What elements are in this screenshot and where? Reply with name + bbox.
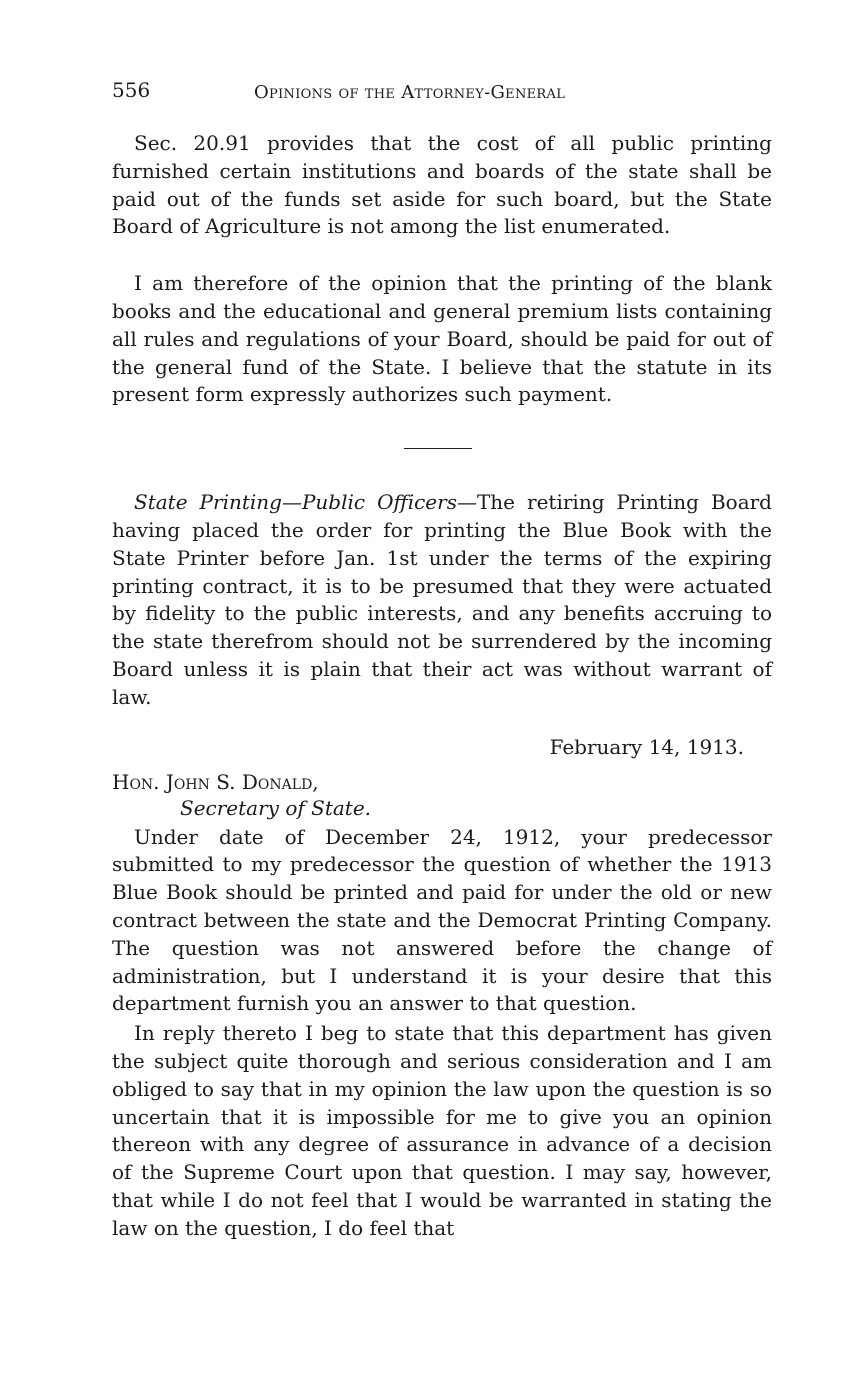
addressee-title: Secretary of State. <box>180 795 372 820</box>
letter-date: February 14, 1913. <box>549 734 744 759</box>
letter-paragraph-1: Under date of December 24, 1912, your predecessor submitted to my predecessor the question of whether the 1913 Blue Book should be printed and paid for under the old or new contract between the state and the Democrat Printing Company. The question was not answered before the change of administration, but I understand it is your desire that this department furnish you an answer to that question. <box>112 824 772 1016</box>
paragraph-sec-20-91: Sec. 20.91 provides that the cost of all public printing furnished certain institutions and boards of the state shall be paid out of the funds set aside for such board, but the State Board of Agriculture is not among the list enumerated. <box>112 131 772 239</box>
document-page <box>112 76 772 1243</box>
addressee-name: Hon. John S. Donald, <box>112 769 319 794</box>
syllabus-title: State Printing—Public Officers— <box>134 490 477 515</box>
paragraph-opinion: I am therefore of the opinion that the printing of the blank books and the educational and general premium lists containing all rules and regulations of your Board, should be paid for out of the general fund of the State. I believe that the statute in its present form expressly authorizes such payment. <box>112 271 772 407</box>
page-number: 556 <box>112 78 151 102</box>
syllabus <box>112 489 772 711</box>
syllabus-text: The retiring Printing Board having placed the order for printing the Blue Book with the State Printer before Jan. 1st under the terms of the expiring printing contract, it is to be presumed that they were actuated by fidelity to the public interests, and any benefits accruing to the state therefrom should not be surrendered by the incoming Board unless it is plain that their act was without warrant of law. <box>112 490 772 709</box>
section-divider <box>404 448 472 449</box>
page-header <box>112 76 772 108</box>
letter-paragraph-2: In reply thereto I beg to state that this department has given the subject quite thorough and serious consideration and I am obliged to say that in my opinion the law upon the question is so uncertain that it is impossible for me to give you an opinion thereon with any degree of assurance in advance of a decision of the Supreme Court upon that question. I may say, however, that while I do not feel that I would be warranted in stating the law on the question, I do feel that <box>112 1021 772 1240</box>
running-title: Opinions of the Attorney-General <box>254 82 566 103</box>
